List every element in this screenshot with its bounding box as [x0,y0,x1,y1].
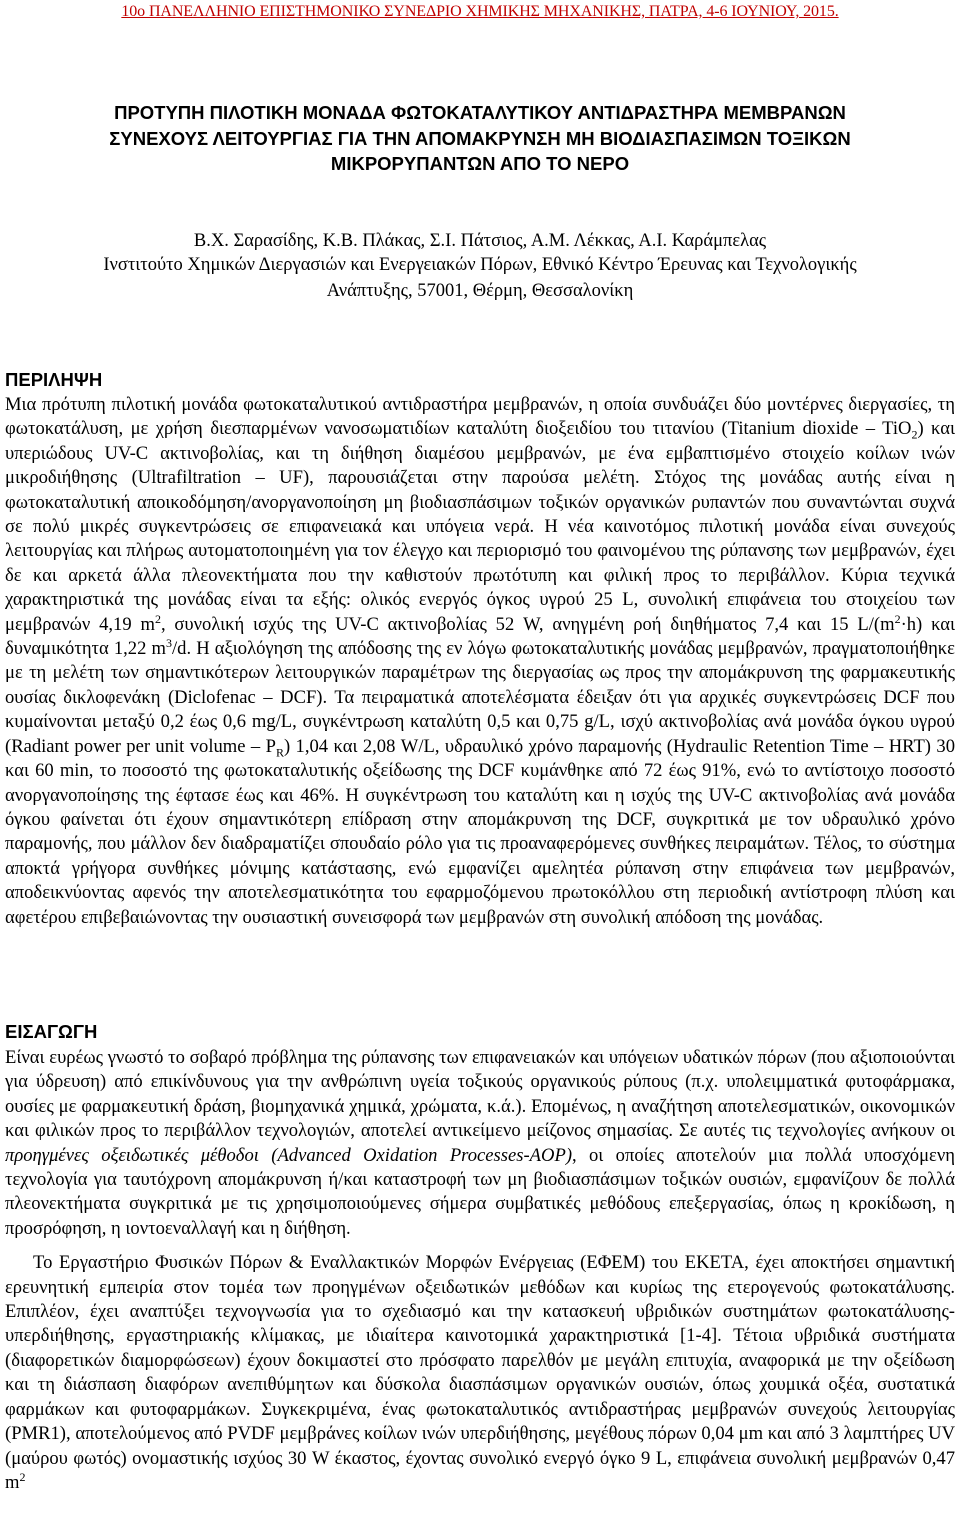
abstract-paragraph [5,393,955,930]
abstract-text: Μια πρότυπη πιλοτική μονάδα φωτοκαταλυτικού αντιδραστήρα μεμβρανών, η οποία συνδυάζει δύο μοντέρνες διεργασίες, τη φωτοκατάλυση, με χρήση διεσπαρμένων νανοσωματιδίων καταλύτη διοξειδίου του τιτανίου (Titanium dioxide – TiO [5,394,955,440]
abstract-text: ) 1,04 και 2,08 W/L, υδραυλικό χρόνο παραμονής (Hydraulic Retention Time – HRT) 30 και 60 min, το ποσοστό της φωτοκαταλυτικής οξείδωσης της DCF κυμάνθηκε από 72 έως 91%, ενώ το αντίστοιχο ποσοστό ανοργανοποίησης της έφτασε έως και 46%. Η συγκέντρωση του καταλύτη και η ισχύς της UV-C ακτινοβολίας ανά μονάδα όγκου φαίνεται ότι έχουν σημαντικότερη επίδραση στην απομάκρυνση της DCF, συγκριτικά με τον υδραυλικό χρόνο παραμονής, που μάλλον δεν διαδραματίζει σπουδαίο ρόλο για τις προαναφερόμενες συνθήκες πειραμάτων. Τέλος, το σύστημα αποκτά γρήγορα συνθήκες μόνιμης κατάστασης, ενώ εμφανίζει αμελητέα ρύπανση στην επιφάνεια των μεμβρανών, αποδεικνύοντας αφενός την αποτελεσματικότητα του εφαρμοζόμενου πρωτοκόλλου στη περιοδική αντίστροφη πλύση και αφετέρου επιβεβαιώνοντας την ουσιαστική συνεισφορά των μεμβρανών στη συνολική απόδοση της μονάδας. [5,735,955,928]
superscript: 2 [894,611,901,626]
subscript: 2 [911,428,918,443]
abstract-text: ·h) και δυναμικότητα 1,22 m [5,613,956,660]
subscript: R [275,745,284,760]
introduction-body [5,1046,955,1495]
intro-text: Το Εργαστήριο Φυσικών Πόρων & Εναλλακτικών Μορφών Ενέργειας (ΕΦΕΜ) του ΕΚΕΤΑ, έχει αποκτήσει σημαντική ερευνητική εμπειρία στον τομέα των προηγμένων οξειδωτικών μεθόδων και κυρίως της ετερογενούς φωτοκατάλυσης. Επιπλέον, έχει αναπτύξει τεχνογνωσία για το σχεδιασμό και την κατασκευή υβριδικών συστημάτων φωτοκατάλυσης-υπερδιήθησης, εργαστηριακής κλίμακας, με ιδιαίτερα καινοτομικά χαρακτηριστικά [1-4]. Τέτοια υβριδικά συστήματα (διαφορετικών διαμορφώσεων) έχουν δοκιμαστεί στο πρόσφατο παρελθόν με μεγάλη επιτυχία, αναφορικά με την οξείδωση και τη διάσπαση διαφόρων ανεπιθύμητων και δύσκολα διασπάσιμων οργανικών ουσιών, όπως χουμικά οξέα, συστατικά φαρμάκων και φυτοφαρμάκων. Συγκεκριμένα, ένας φωτοκαταλυτικός αντιδραστήρας μεμβρανών συνεχούς λειτουργίας (PMR1), αποτελούμενος από PVDF μεμβράνες κοίλων ινών υπερδιήθησης, μεγέθους πόρων 0,04 μm και από 3 λαμπτήρες UV (μαύρου φωτός) ονομαστικής ισχύος 30 W έκαστος, έχοντας συνολικό ενεργό όγκο 9 L, επιφάνεια συνολική μεμβρανών 0,47 m [5,1252,955,1493]
running-header: 10ο ΠΑΝΕΛΛΗΝΙΟ ΕΠΙΣΤΗΜΟΝΙΚΟ ΣΥΝΕΔΡΙΟ ΧΗΜΙΚΗΣ ΜΗΧΑΝΙΚΗΣ, ΠΑΤΡΑ, 4-6 ΙΟΥΝΙΟΥ, 2015. [121,3,839,20]
intro-italic-text: προηγμένες οξειδωτικές μέθοδοι (Advanced Oxidation Processes-AOP) [5,1144,573,1166]
title-line: ΠΡΟΤΥΠΗ ΠΙΛΟΤΙΚΗ ΜΟΝΑΔΑ ΦΩΤΟΚΑΤΑΛΥΤΙΚΟΥ ΑΝΤΙΔΡΑΣΤΗΡΑ ΜΕΜΒΡΑΝΩΝ [114,102,846,123]
abstract-heading: ΠΕΡΙΛΗΨΗ [5,369,103,390]
superscript: 2 [154,611,161,626]
abstract-text: ) και υπεριώδους UV-C ακτινοβολίας, και τη διήθηση διαμέσου μεμβρανών, με ένα εμβαπτισμένο στοιχείο κοίλων ινών μικροδιήθησης (Ultrafiltration – UF), παρουσιάζεται στην παρούσα μελέτη. Στόχος της μονάδας αυτής είναι η φωτοκαταλυτική αποικοδόμηση/ανοργανοποίηση μη βιοδιασπάσιμων τοξικών οργανικών ρυπαντών που συναντώνται συχνά σε πολύ μικρές συγκεντρώσεις σε επιφανειακά και υπόγεια νερά. Η νέα καινοτόμος πιλοτική μονάδα είναι συνεχούς λειτουργίας και πλήρως αυτοματοποιημένη για τον έλεγχο και περιορισμό του φαινομένου της ρύπανσης των μεμβρανών, έχει δε και αρκετά άλλα πλεονεκτήματα που την καθιστούν πρωτότυπη και φιλική προς το περιβάλλον. Κύρια τεχνικά χαρακτηριστικά της μονάδας είναι τα εξής: ολικός ενεργός όγκος υγρού 25 L, συνολική επιφάνεια του στοιχείου των μεμβρανών 4,19 m [5,418,955,635]
abstract-text: /d. Η αξιολόγηση της απόδοσης της εν λόγω φωτοκαταλυτικής μονάδας μεμβρανών, πραγματοποιήθηκε με τη μελέτη των σημαντικότερων λειτουργικών παραμέτρων της διεργασίας ως προς την απομάκρυνση της φαρμακευτικής ουσίας δικλοφενάκη (Diclofenac – DCF). Τα πειραματικά αποτελέσματα έδειξαν ότι για αρχικές συγκεντρώσεις DCF που κυμαίνονται μεταξύ 0,2 έως 0,6 mg/L, συγκέντρωση καταλύτη 0,5 και 0,75 g/L, ισχύ ακτινοβολίας ανά μονάδα όγκου υγρού (Radiant power per unit volume – P [5,638,955,757]
author-list: Β.Χ. Σαρασίδης, Κ.Β. Πλάκας, Σ.Ι. Πάτσιος, Α.Μ. Λέκκας, Α.Ι. Καράμπελας [193,231,767,251]
affiliation-line: Ινστιτούτο Χημικών Διεργασιών και Ενεργειακών Πόρων, Εθνικό Κέντρο Έρευνας και Τεχνολογικής [103,255,857,275]
intro-paragraph [5,1251,955,1495]
paper-title [0,100,960,177]
title-line: ΜΙΚΡΟΡΥΠΑΝΤΩΝ ΑΠΟ ΤΟ ΝΕΡΟ [330,153,630,174]
title-line: ΣΥΝΕΧΟΥΣ ΛΕΙΤΟΥΡΓΙΑΣ ΓΙΑ ΤΗΝ ΑΠΟΜΑΚΡΥΝΣΗ ΜΗ ΒΙΟΔΙΑΣΠΑΣΙΜΩΝ ΤΟΞΙΚΩΝ [109,127,851,149]
intro-text: , οι οποίες αποτελούν μια πολλά υποσχόμενη τεχνολογία για ταυτόχρονη απομάκρυνση ή/και καταστροφή των μη βιοδιασπάσιμων τοξικών ουσιών, εμφανίζουν δε πολλά πλεονεκτήματα συγκριτικά με τις χρησιμοποιούμενες σήμερα συμβατικές μεθόδους επεξεργασίας, όπως η κροκίδωση, η προσρόφηση, η ιοντοεναλλαγή και η διήθηση. [5,1144,955,1239]
abstract-text: , συνολική ισχύς της UV-C ακτινοβολίας 52 W, ανηγμένη ροή διηθήματος 7,4 και 15 L/(m [160,613,895,635]
intro-text: Είναι ευρέως γνωστό το σοβαρό πρόβλημα της ρύπανσης των επιφανειακών και υπόγειων υδατικών πόρων (που αξιοποιούνται για ύδρευση) από επικίνδυνους για την ανθρώπινη υγεία τοξικούς οργανικούς ρύπους (π.χ. υπολειμματικά φυτοφάρμακα, ουσίες με φαρμακευτική δράση, βιομηχανικά χημικά, χρώματα, κ.ά.). Επομένως, η αναζήτηση αποτελεσματικών, οικονομικών και φιλικών προς το περιβάλλον τεχνολογιών, αποτελεί αντικείμενο μείζονος σημασίας. Σε αυτές τις τεχνολογίες ανήκουν οι [5,1047,955,1142]
introduction-heading: ΕΙΣΑΓΩΓΗ [5,1021,98,1042]
affiliation-line: Ανάπτυξης, 57001, Θέρμη, Θεσσαλονίκη [326,280,634,301]
affiliation [0,253,960,304]
intro-paragraph [5,1046,955,1241]
superscript: 3 [165,635,172,650]
abstract-body [5,393,955,930]
superscript: 2 [19,1469,26,1484]
